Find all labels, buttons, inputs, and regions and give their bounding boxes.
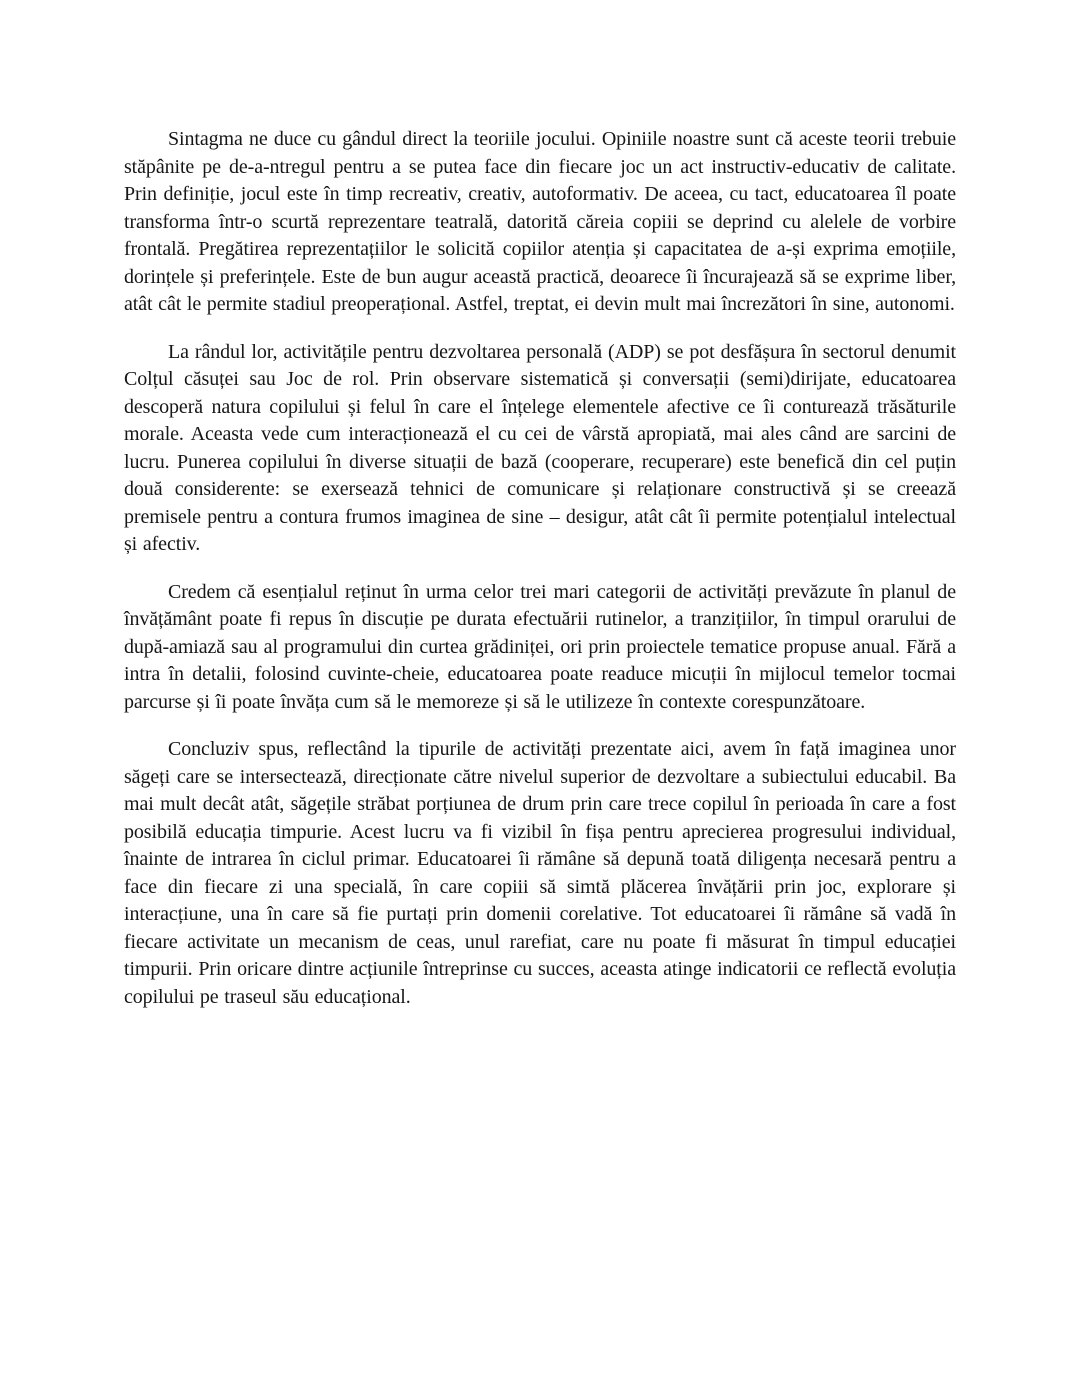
paragraph-jocul-teorii: Sintagma ne duce cu gândul direct la teoriile jocului. Opiniile noastre sunt că aceste teorii trebuie stăpânite pe de-a-ntregul pentru a se putea face din fiecare joc un act instructiv-educativ de calitate. Prin definiție, jocul este în timp recreativ, creativ, autoformativ. De aceea, cu tact, educatoarea îl poate transforma într-o scurtă reprezentare teatrală, datorită căreia copiii se deprind cu alelele de vorbire frontală. Pregătirea reprezentațiilor le solicită copiilor atenția și capacitatea de a-și exprima emoțiile, dorințele și preferințele. Este de bun augur această practică, deoarece îi încurajează să se exprime liber, atât cât le permite stadiul preoperațional. Astfel, treptat, ei devin mult mai încrezători în sine, autonomi. xyxy=(124,128,956,315)
paragraph-esentialul-retinut: Credem că esențialul reținut în urma celor trei mari categorii de activități prevăzute în planul de învățământ poate fi repus în discuție pe durata efectuării rutinelor, a tranzițiilor, în timpul orarului de după-amiază sau al programului din curtea grădiniței, ori prin proiectele tematice propuse anual. Fără a intra în detalii, folosind cuvinte-cheie, educatoarea poate readuce micuții în mijlocul temelor tocmai parcurse și îi poate învăța cum să le memoreze și să le utilizeze în contexte corespunzătoare. xyxy=(124,580,956,713)
paragraph-concluziv: Concluziv spus, reflectând la tipurile de activități prezentate aici, avem în față imaginea unor săgeți care se intersectează, direcționate către nivelul superior de dezvoltare a subiectului educabil. Ba mai mult decât atât, săgețile străbat porțiunea de drum prin care trece copilul în perioada în care a fost posibilă educația timpurie. Acest lucru va fi vizibil în fișa pentru aprecierea progresului individual, înainte de intrarea în ciclul primar. Educatoarei îi rămâne să depună toată diligența necesară pentru a face din fiecare zi una specială, în care copiii să simtă plăcerea învățării prin joc, explorare și interacțiune, una în care să fie purtați prin domenii corelative. Tot educatoarei îi rămâne să vadă în fiecare activitate un mecanism de ceas, unul rarefiat, care nu poate fi măsurat în timpul educației timpurii. Prin oricare dintre acțiunile întreprinse cu succes, aceasta atinge indicatorii ce reflectă evoluția copilului pe traseul său educațional. xyxy=(124,738,956,1008)
document-text-block xyxy=(124,126,956,1011)
paragraph-activitati-adp: La rândul lor, activitățile pentru dezvoltarea personală (ADP) se pot desfășura în sectorul denumit Colțul căsuței sau Joc de rol. Prin observare sistematică și conversații (semi)dirijate, educatoarea descoperă natura copilului și felul în care el înțelege elementele afective ce îi conturează trăsăturile morale. Aceasta vede cum interacționează el cu cei de vârstă apropiată, mai ales când are sarcini de lucru. Punerea copilului în diverse situații de bază (cooperare, recuperare) este benefică din cel puțin două considerente: se exersează tehnici de comunicare și relaționare constructivă și se creează premisele pentru a contura frumos imaginea de sine – desigur, atât cât îi permite potențialul intelectual și afectiv. xyxy=(124,340,956,555)
